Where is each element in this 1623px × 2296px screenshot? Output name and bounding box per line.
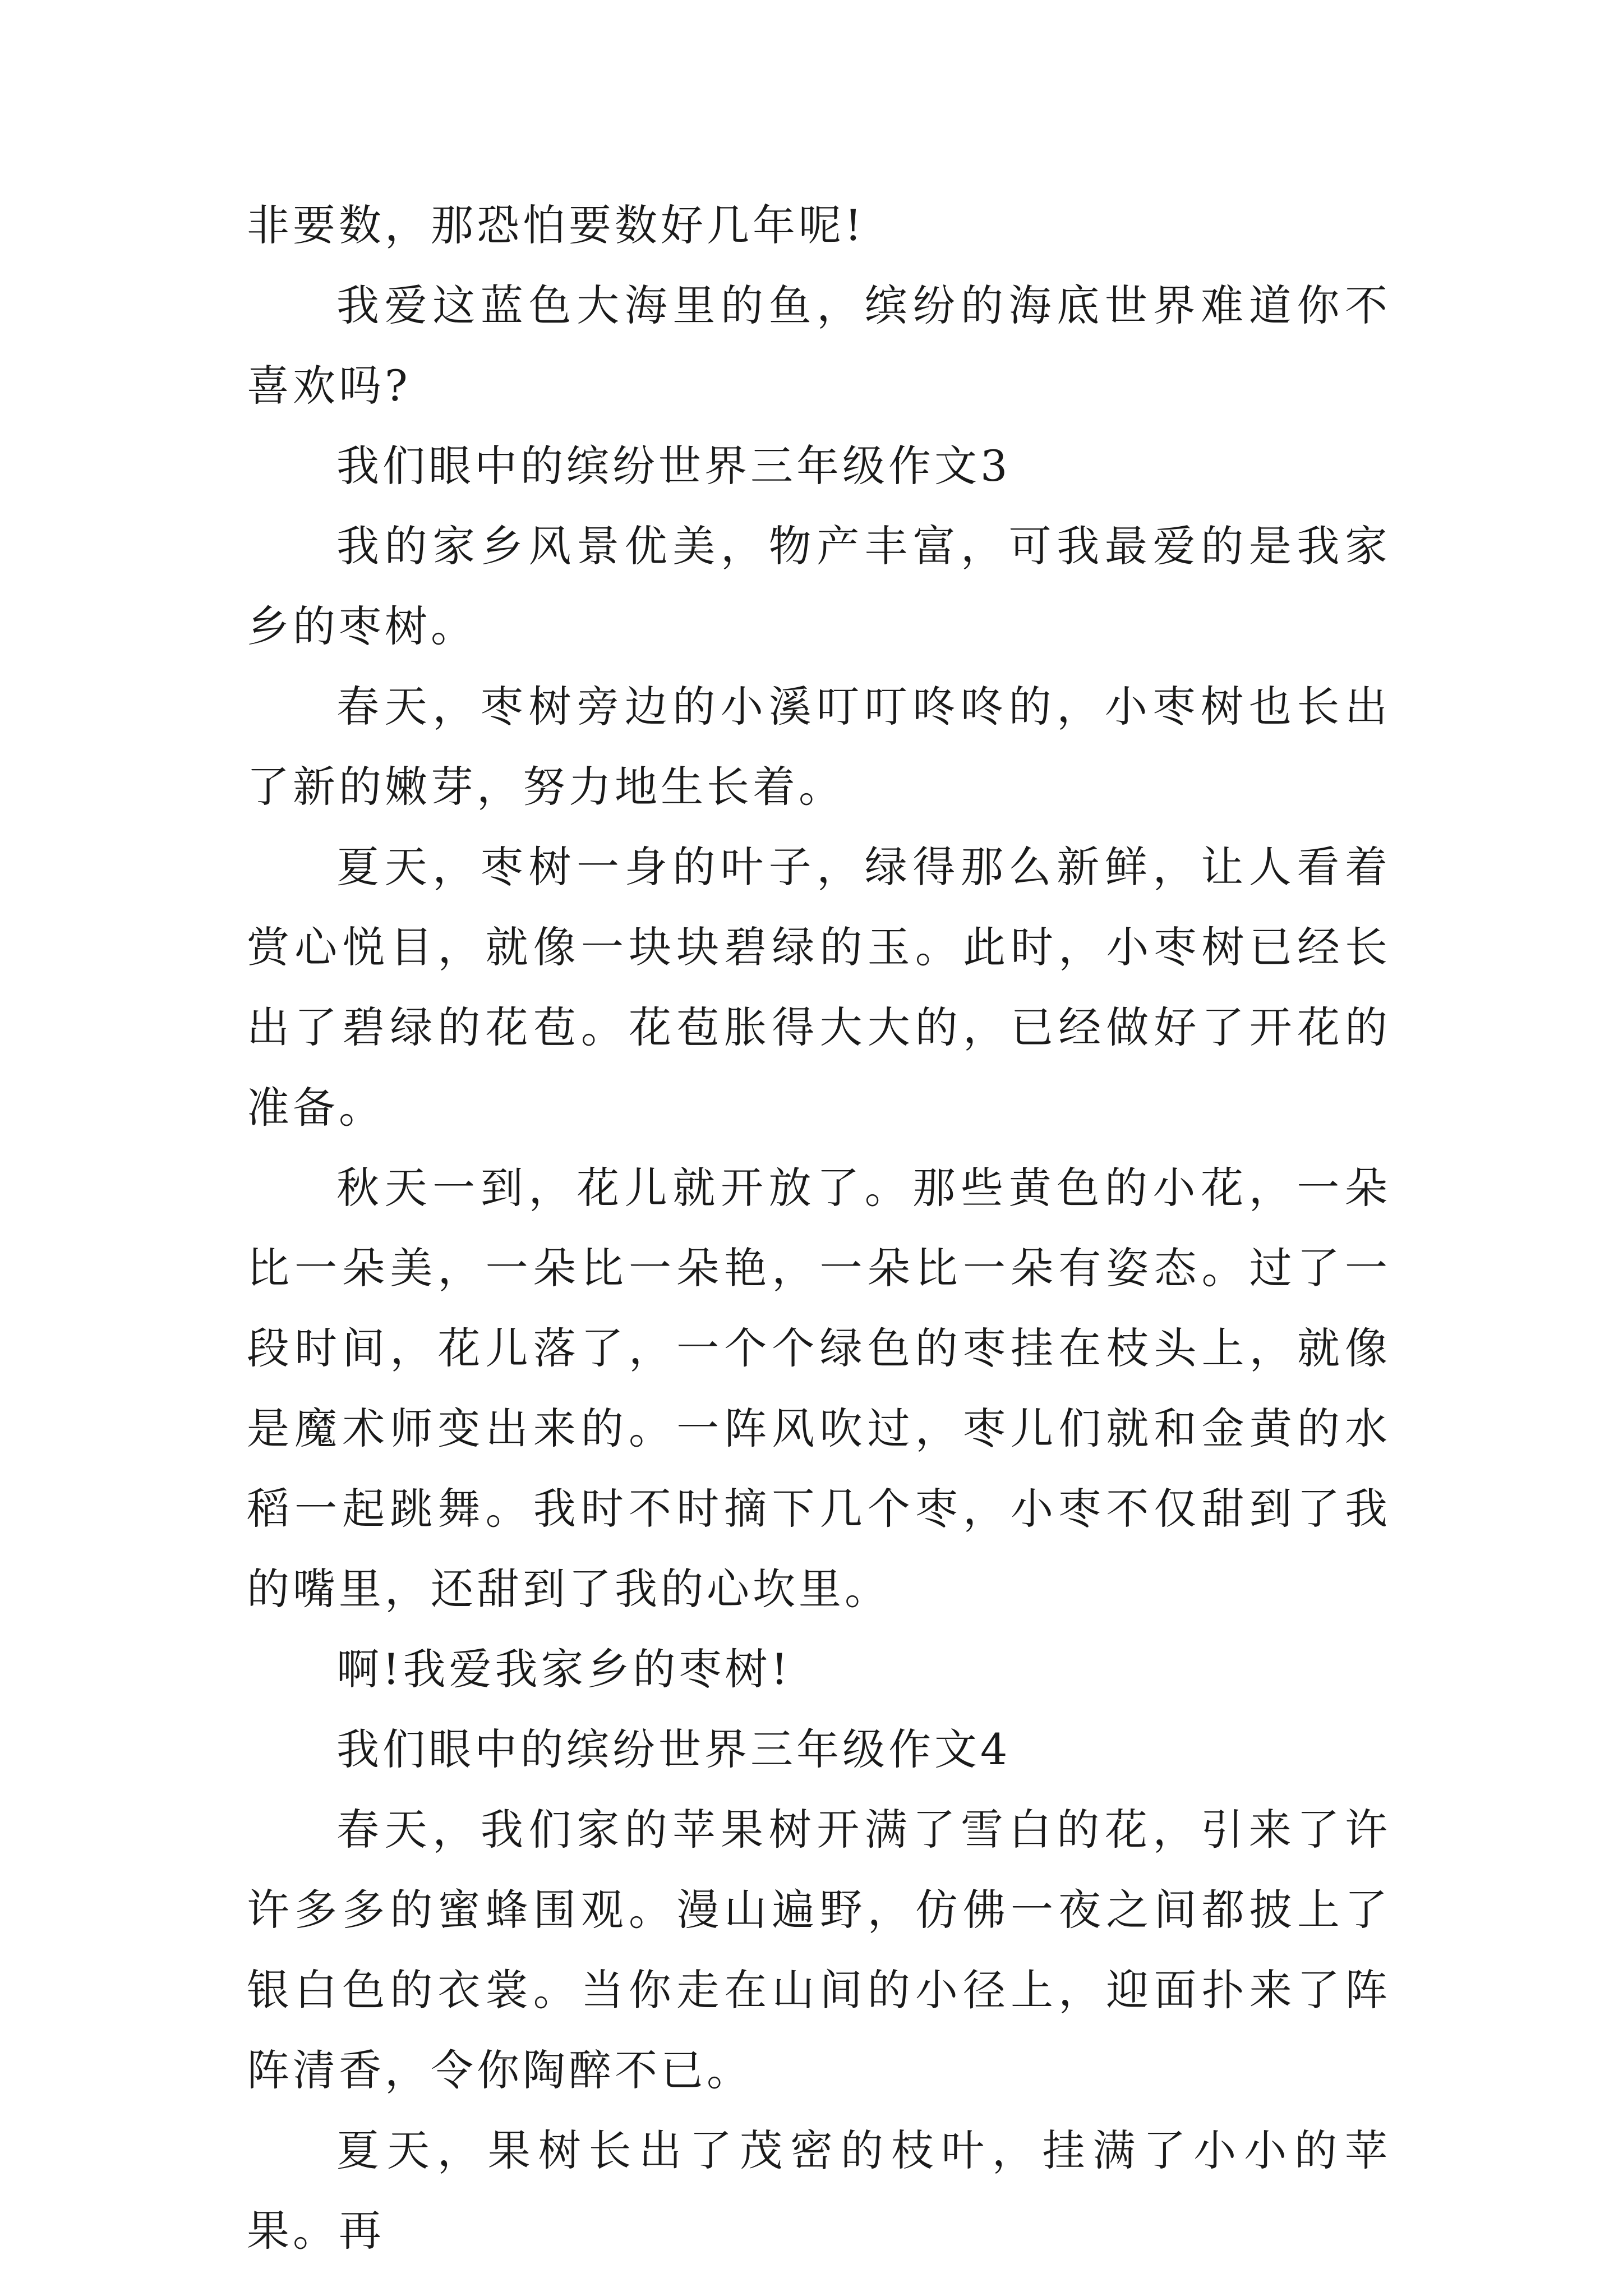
paragraph-continuation: 非要数，那恐怕要数好几年呢! bbox=[247, 200, 865, 250]
paragraph: 夏天，果树长出了茂密的枝叶，挂满了小小的苹果。再 bbox=[247, 2125, 1391, 2256]
document-page bbox=[247, 185, 1391, 2271]
section-heading-4: 我们眼中的缤纷世界三年级作文4 bbox=[336, 1724, 1011, 1774]
paragraph: 啊!我爱我家乡的枣树! bbox=[336, 1644, 792, 1694]
paragraph: 春天，枣树旁边的小溪叮叮咚咚的，小枣树也长出了新的嫩芽，努力地生长着。 bbox=[247, 682, 1391, 812]
paragraph: 我的家乡风景优美，物产丰富，可我最爱的是我家乡的枣树。 bbox=[247, 521, 1391, 651]
section-heading-3: 我们眼中的缤纷世界三年级作文3 bbox=[336, 441, 1011, 491]
paragraph: 我爱这蓝色大海里的鱼，缤纷的海底世界难道你不喜欢吗? bbox=[247, 280, 1391, 411]
paragraph: 夏天，枣树一身的叶子，绿得那么新鲜，让人看着赏心悦目，就像一块块碧绿的玉。此时，小枣树已经长出了碧绿的花苞。花苞胀得大大的，已经做好了开花的准备。 bbox=[247, 842, 1391, 1133]
paragraph: 秋天一到，花儿就开放了。那些黄色的小花，一朵比一朵美，一朵比一朵艳，一朵比一朵有姿态。过了一段时间，花儿落了，一个个绿色的枣挂在枝头上，就像是魔术师变出来的。一阵风吹过，枣儿们就和金黄的水稻一起跳舞。我时不时摘下几个枣，小枣不仅甜到了我的嘴里，还甜到了我的心坎里。 bbox=[247, 1163, 1391, 1614]
paragraph: 春天，我们家的苹果树开满了雪白的花，引来了许许多多的蜜蜂围观。漫山遍野，仿佛一夜之间都披上了银白色的衣裳。当你走在山间的小径上，迎面扑来了阵阵清香，令你陶醉不已。 bbox=[247, 1805, 1391, 2095]
